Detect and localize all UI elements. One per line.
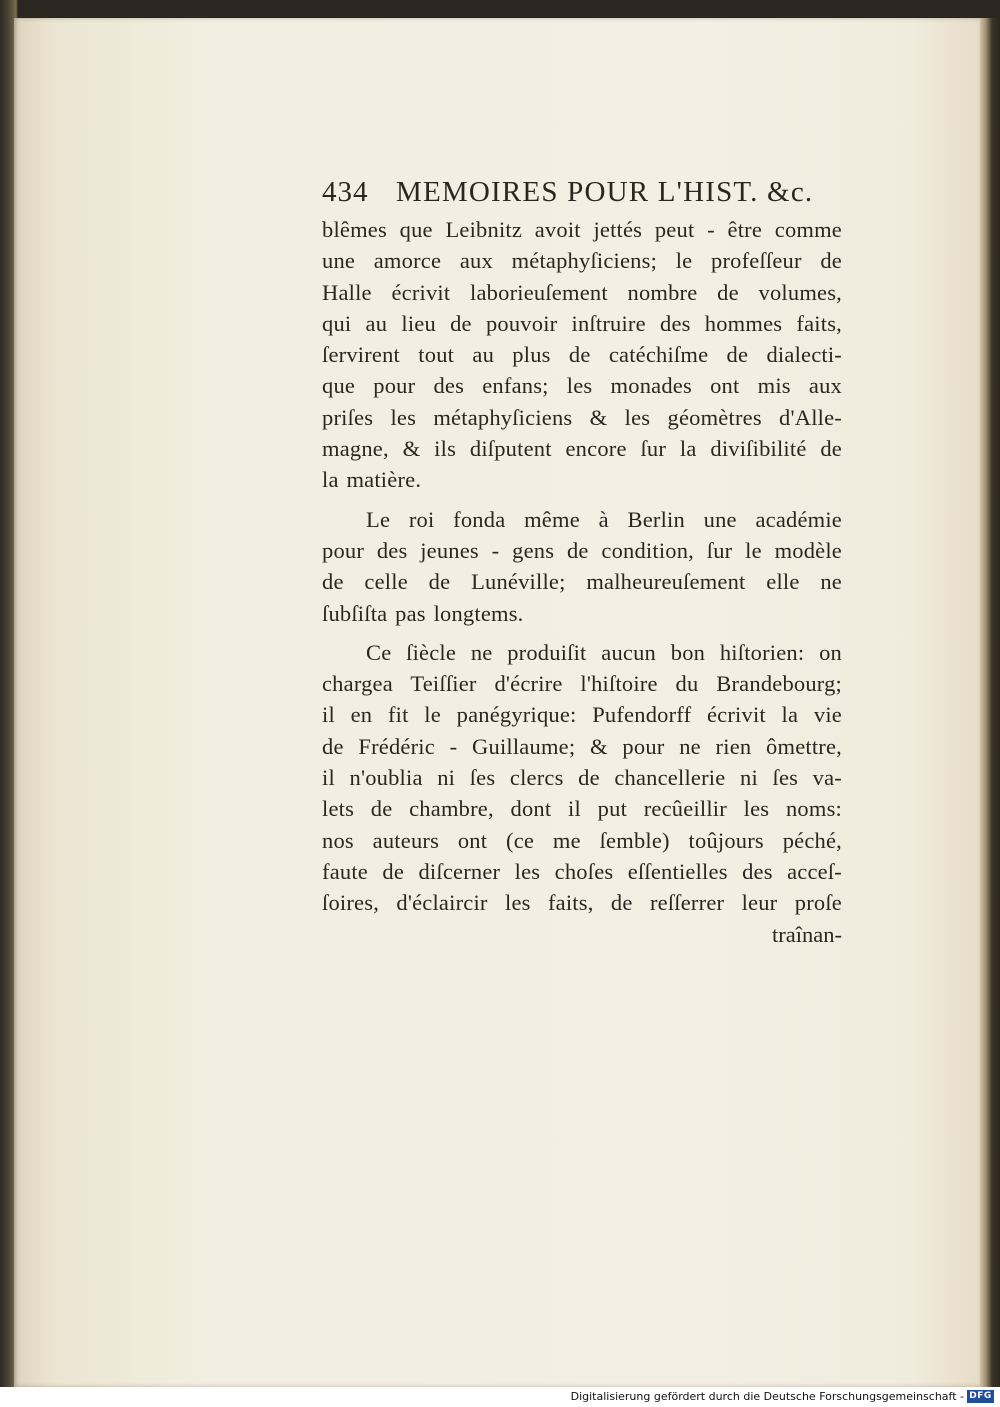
text-line: Le roi fonda même à Berlin une académie (366, 506, 842, 532)
paragraph-1 (322, 214, 842, 496)
text-line: nos auteurs ont (ce me ſemble) toûjours péché, (322, 827, 842, 853)
text-line: lets de chambre, dont il put recûeillir les noms: (322, 796, 842, 822)
text-line: une amorce aux métaphyſiciens; le profeſſeur de (322, 248, 842, 274)
funding-note: Digitalisierung gefördert durch die Deutsche Forschungsgemeinschaft - (570, 1390, 964, 1403)
page-edge (980, 18, 1000, 1387)
page-header (322, 170, 842, 214)
text-line: pour des jeunes - gens de condition, ſur le modèle (322, 537, 842, 563)
text-line: de Frédéric - Guillaume; & pour ne rien ômettre, (322, 733, 842, 759)
catchword: traînan- (772, 921, 842, 947)
paragraph-gap (322, 496, 842, 504)
paragraph-2 (322, 504, 842, 629)
paragraph-gap (322, 629, 842, 637)
text-line: magne, & ils diſputent encore ſur la diviſibilité de (322, 436, 842, 462)
dfg-logo-icon: DFG (967, 1390, 994, 1403)
text-line: qui au lieu de pouvoir inſtruire des hommes faits, (322, 310, 842, 336)
text-line: ſubſiſta pas longtems. (322, 600, 524, 626)
text-line: ſervirent tout au plus de catéchiſme de dialecti- (322, 342, 842, 368)
text-line: blêmes que Leibnitz avoit jettés peut - être comme (322, 217, 842, 242)
text-line: la matière. (322, 467, 422, 493)
running-head: MEMOIRES POUR L'HIST. &c. (396, 176, 814, 208)
text-line: Ce ſiècle ne produiſit aucun bon hiſtorien: on (366, 639, 842, 665)
text-line: de celle de Lunéville; malheureuſement elle ne (322, 569, 842, 595)
text-line: que pour des enfans; les monades ont mis aux (322, 373, 842, 399)
paragraph-3 (322, 637, 842, 919)
text-line: priſes les métaphyſiciens & les géomètres d'Alle- (322, 404, 842, 430)
text-line: Halle écrivit laborieuſement nombre de volumes, (322, 279, 842, 305)
page-text-block (322, 170, 842, 950)
footer-bar (0, 1387, 1000, 1407)
text-line: faute de diſcerner les choſes eſſentielles des acceſ- (322, 858, 842, 884)
text-line: chargea Teiſſier d'écrire l'hiſtoire du Brandebourg; (322, 671, 842, 697)
page-number: 434 (322, 176, 369, 208)
text-line: il n'oublia ni ſes clercs de chancellerie ni ſes va- (322, 765, 842, 791)
text-line: il en fit le panégyrique: Pufendorff écrivit la vie (322, 702, 842, 728)
text-line: ſoires, d'éclaircir les faits, de reſſerrer leur proſe (322, 890, 842, 916)
